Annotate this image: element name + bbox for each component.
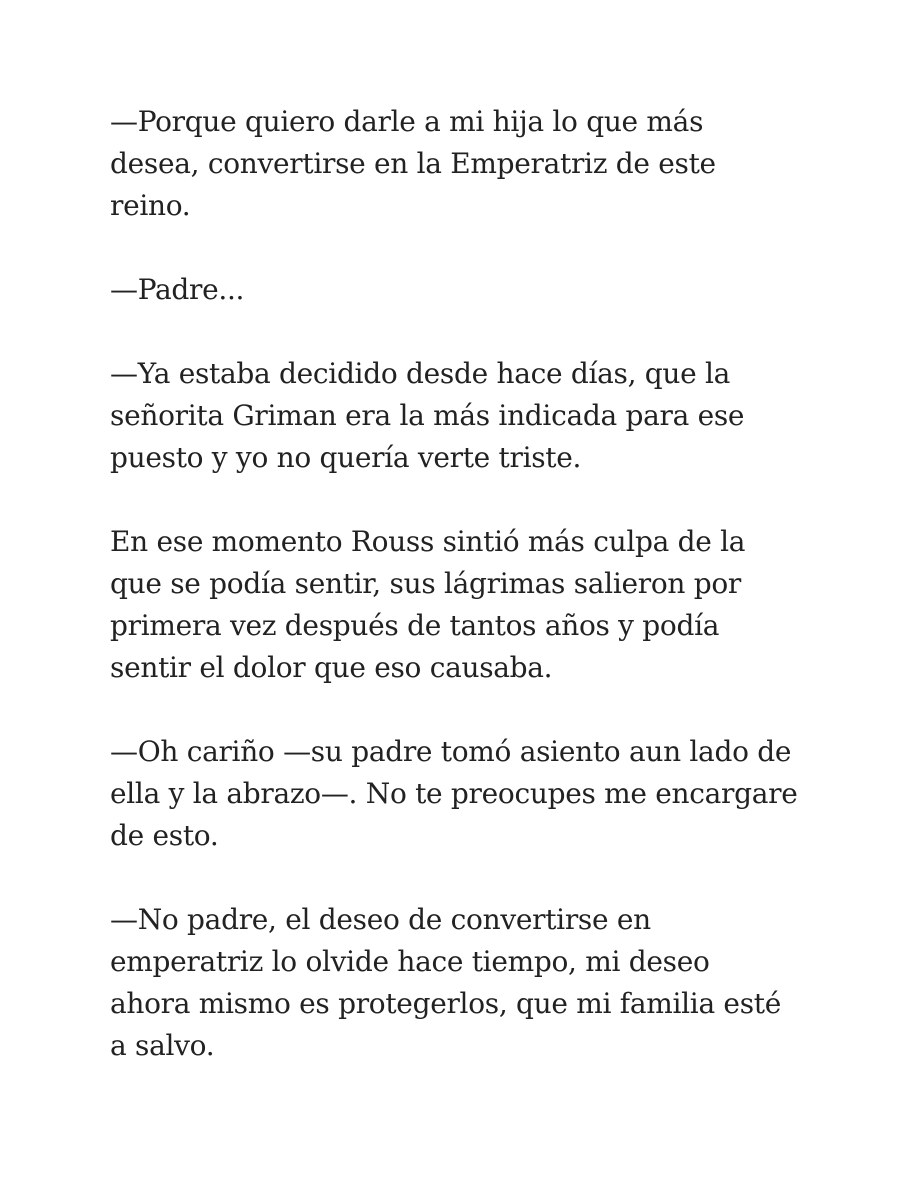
text-line: —Oh cariño —su padre tomó asiento aun lado de [110, 735, 792, 768]
text-line: a salvo. [110, 1029, 215, 1062]
text-line: ahora mismo es protegerlos, que mi familia esté [110, 987, 781, 1020]
paragraph-6 [110, 899, 840, 1067]
paragraph-5 [110, 731, 840, 857]
text-line: desea, convertirse en la Emperatriz de este [110, 147, 716, 180]
text-line: reino. [110, 189, 191, 222]
paragraph-1 [110, 101, 840, 227]
text-line: señorita Griman era la más indicada para ese [110, 399, 745, 432]
paragraph-4 [110, 521, 840, 689]
text-line: sentir el dolor que eso causaba. [110, 651, 553, 684]
text-line: En ese momento Rouss sintió más culpa de la [110, 525, 746, 558]
text-line: de esto. [110, 819, 219, 852]
text-line: emperatriz lo olvide hace tiempo, mi deseo [110, 945, 710, 978]
text-line: puesto y yo no quería verte triste. [110, 441, 582, 474]
text-line: —Porque quiero darle a mi hija lo que más [110, 105, 704, 138]
text-line: que se podía sentir, sus lágrimas salieron por [110, 567, 741, 600]
text-line: —No padre, el deseo de convertirse en [110, 903, 651, 936]
text-line: —Ya estaba decidido desde hace días, que la [110, 357, 731, 390]
paragraph-3 [110, 353, 840, 479]
text-line: —Padre... [110, 273, 245, 306]
text-line: primera vez después de tantos años y podía [110, 609, 720, 642]
text-line: ella y la abrazo—. No te preocupes me encargare [110, 777, 798, 810]
paragraph-2 [110, 269, 840, 311]
